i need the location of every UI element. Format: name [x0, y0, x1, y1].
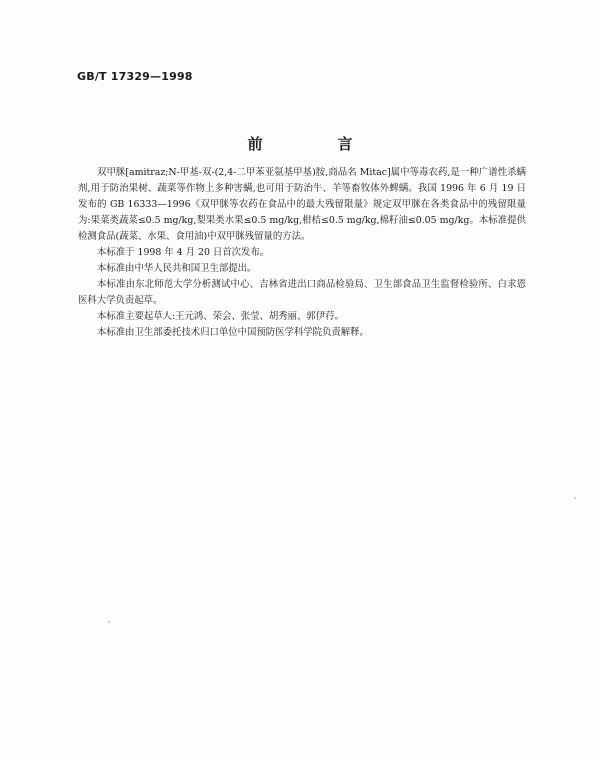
paragraph-proposer: 本标准由中华人民共和国卫生部提出。 [97, 263, 257, 274]
scan-speck [108, 621, 110, 623]
foreword-body [78, 165, 526, 341]
paragraph-release-date: 本标准于 1998 年 4 月 20 日首次发布。 [97, 247, 270, 258]
paragraph-drafters: 本标准主要起草人:王元鸿、荣会、张莹、胡秀丽、郭伊荇。 [97, 311, 344, 322]
scan-speck [574, 497, 576, 499]
standard-code: GB/T 17329—1998 [77, 70, 193, 83]
paragraph-drafting-units: 本标准由东北师范大学分析测试中心、吉林省进出口商品检验局、卫生部食品卫生监督检验所、白求恩医科大学负责起草。 [78, 279, 526, 306]
foreword-title: 前 言 [247, 135, 383, 153]
paragraph-intro: 双甲脒[amitraz;N-甲基-双-(2,4-二甲苯亚氨基甲基)胺,商品名 Mitac]属中等毒农药,是一种广谱性杀螨剂,用于防治果树、蔬菜等作物上多种害螨,也可用于防治牛、羊等畜牧体外蜱螨。我国 1996 年 6 月 19 日发布的 GB 16333—1996《双甲脒等农药在食品中的最大残留限量》规定双甲脒在各类食品中的残留限量为:果菜类蔬菜≤0.5 mg/kg,梨果类水果≤0.5 mg/kg,柑桔≤0.5 mg/kg,棉籽油≤0.05 mg/kg。本标准提供检测食品(蔬菜、水果、食用油)中双甲脒残留量的方法。 [78, 167, 526, 242]
paragraph-interpretation: 本标准由卫生部委托技术归口单位中国预防医学科学院负责解释。 [97, 327, 369, 338]
